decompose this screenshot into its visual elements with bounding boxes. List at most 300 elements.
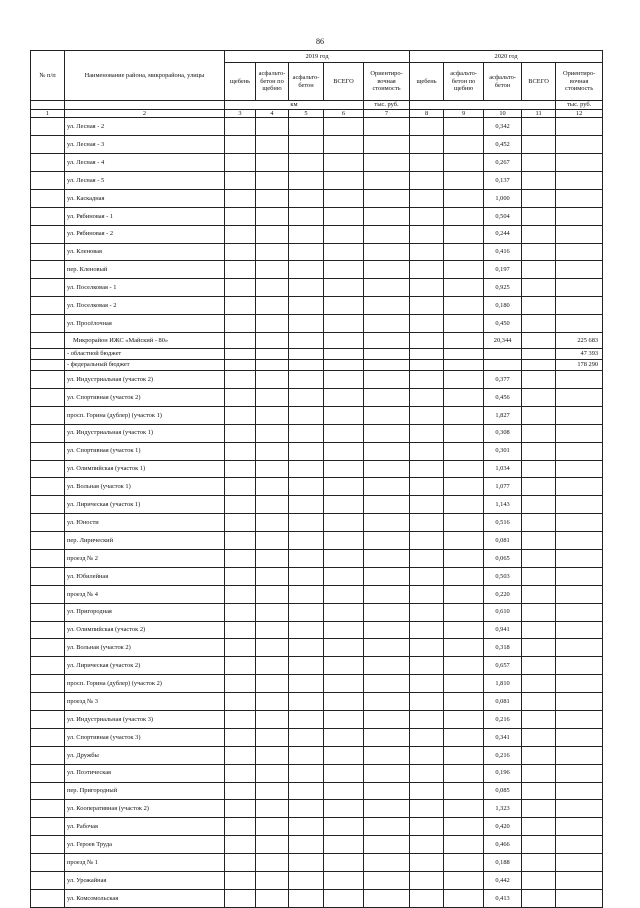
street-name: ул. Индустриальная (участок 3) <box>65 710 225 728</box>
empty-cell <box>256 154 289 172</box>
empty-cell <box>256 800 289 818</box>
street-name: ул. Индустриальная (участок 2) <box>65 371 225 389</box>
street-name: ул. Комсомольская <box>65 889 225 907</box>
table-row <box>31 567 603 585</box>
empty-cell <box>289 585 324 603</box>
asphalt-2020-km: 0,308 <box>484 424 522 442</box>
empty-cell <box>324 360 364 371</box>
asphalt-2020-km: 0,188 <box>484 854 522 872</box>
row-number-cell <box>31 189 65 207</box>
row-number-cell <box>31 675 65 693</box>
empty-cell <box>289 118 324 136</box>
empty-cell <box>444 567 484 585</box>
empty-cell <box>324 406 364 424</box>
asphalt-2020-km: 0,452 <box>484 136 522 154</box>
empty-cell <box>289 693 324 711</box>
empty-cell <box>225 693 256 711</box>
total-2020-km <box>522 693 556 711</box>
street-name: проезд № 4 <box>65 585 225 603</box>
empty-cell <box>289 225 324 243</box>
cost-2020 <box>556 315 603 333</box>
empty-cell <box>364 657 410 675</box>
empty-cell <box>256 764 289 782</box>
street-name: ул. Просёлочная <box>65 315 225 333</box>
street-name: ул. Поселковая - 1 <box>65 279 225 297</box>
empty-cell <box>225 424 256 442</box>
empty-cell <box>324 136 364 154</box>
street-name: ул. Спортивная (участок 2) <box>65 388 225 406</box>
empty-cell <box>522 349 556 360</box>
empty-cell <box>410 297 444 315</box>
empty-cell <box>289 532 324 550</box>
table-row <box>31 371 603 389</box>
total-2020-km <box>522 549 556 567</box>
unit-empty <box>65 101 225 110</box>
asphalt-2020-km: 0,925 <box>484 279 522 297</box>
empty-cell <box>324 836 364 854</box>
row-number-cell <box>31 818 65 836</box>
empty-cell <box>289 800 324 818</box>
row-number-cell <box>31 360 65 371</box>
empty-cell <box>410 693 444 711</box>
empty-cell <box>256 279 289 297</box>
empty-cell <box>522 333 556 349</box>
header-total-2019: ВСЕГО <box>324 63 364 101</box>
table-row <box>31 118 603 136</box>
cost-2020 <box>556 118 603 136</box>
header-asphalt-2020: асфальто-бетон <box>484 63 522 101</box>
table-row <box>31 154 603 172</box>
cost-2020 <box>556 207 603 225</box>
cost-2020 <box>556 225 603 243</box>
empty-cell <box>324 243 364 261</box>
cost-2020 <box>556 460 603 478</box>
table-row <box>31 657 603 675</box>
table-row <box>31 621 603 639</box>
empty-cell <box>364 118 410 136</box>
total-2020-km <box>522 585 556 603</box>
empty-cell <box>364 406 410 424</box>
empty-cell <box>324 460 364 478</box>
empty-cell <box>256 371 289 389</box>
empty-cell <box>410 136 444 154</box>
row-number-cell <box>31 406 65 424</box>
table-row <box>31 279 603 297</box>
empty-cell <box>364 710 410 728</box>
empty-cell <box>444 728 484 746</box>
empty-cell <box>444 349 484 360</box>
row-number-cell <box>31 315 65 333</box>
empty-cell <box>444 118 484 136</box>
total-2020-km <box>522 746 556 764</box>
row-number-cell <box>31 621 65 639</box>
row-number-cell <box>31 371 65 389</box>
empty-cell <box>256 836 289 854</box>
empty-cell <box>324 315 364 333</box>
empty-cell <box>364 315 410 333</box>
empty-cell <box>256 567 289 585</box>
asphalt-2020-km: 0,516 <box>484 514 522 532</box>
empty-cell <box>256 818 289 836</box>
empty-cell <box>444 279 484 297</box>
empty-cell <box>364 349 410 360</box>
total-2020-km <box>522 621 556 639</box>
empty-cell <box>444 818 484 836</box>
street-name: ул. Лесная - 5 <box>65 172 225 190</box>
table-row <box>31 764 603 782</box>
total-2020-km <box>522 496 556 514</box>
empty-cell <box>256 693 289 711</box>
street-name: ул. Лесная - 2 <box>65 118 225 136</box>
empty-cell <box>364 567 410 585</box>
empty-cell <box>256 297 289 315</box>
empty-cell <box>256 603 289 621</box>
empty-cell <box>289 360 324 371</box>
row-number-cell <box>31 514 65 532</box>
unit-empty <box>31 101 65 110</box>
empty-cell <box>324 871 364 889</box>
empty-cell <box>289 836 324 854</box>
regional-budget-row <box>31 349 603 360</box>
empty-cell <box>289 442 324 460</box>
street-name: проезд № 1 <box>65 854 225 872</box>
cost-2020 <box>556 603 603 621</box>
empty-cell <box>324 424 364 442</box>
street-name: ул. Героев Труда <box>65 836 225 854</box>
empty-cell <box>444 532 484 550</box>
asphalt-2020-km: 1,827 <box>484 406 522 424</box>
empty-cell <box>289 621 324 639</box>
empty-cell <box>256 639 289 657</box>
street-name: пер. Пригородный <box>65 782 225 800</box>
asphalt-2020-km: 0,442 <box>484 871 522 889</box>
empty-cell <box>324 710 364 728</box>
empty-cell <box>364 675 410 693</box>
table-row <box>31 496 603 514</box>
total-2020-km <box>522 532 556 550</box>
empty-cell <box>364 154 410 172</box>
empty-cell <box>364 532 410 550</box>
empty-cell <box>410 782 444 800</box>
total-2020-km <box>522 710 556 728</box>
table-row <box>31 854 603 872</box>
empty-cell <box>410 118 444 136</box>
empty-cell <box>289 603 324 621</box>
row-number-cell <box>31 349 65 360</box>
empty-cell <box>364 603 410 621</box>
empty-cell <box>289 406 324 424</box>
empty-cell <box>444 297 484 315</box>
empty-cell <box>364 621 410 639</box>
cost-2020 <box>556 442 603 460</box>
empty-cell <box>289 189 324 207</box>
empty-cell <box>225 118 256 136</box>
empty-cell <box>364 225 410 243</box>
empty-cell <box>256 621 289 639</box>
cost-2020 <box>556 172 603 190</box>
cost-2020 <box>556 800 603 818</box>
column-index: 4 <box>256 110 289 118</box>
empty-cell <box>225 442 256 460</box>
empty-cell <box>444 360 484 371</box>
total-2020-km <box>522 118 556 136</box>
empty-cell <box>444 746 484 764</box>
federal-budget-row-cost: 178 290 <box>556 360 603 371</box>
street-name: ул. Кооперативная (участок 2) <box>65 800 225 818</box>
row-number-cell <box>31 657 65 675</box>
empty-cell <box>364 297 410 315</box>
empty-cell <box>225 854 256 872</box>
empty-cell <box>256 746 289 764</box>
row-number-cell <box>31 225 65 243</box>
unit-empty <box>410 101 556 110</box>
header-asphalt-on-stone-2020: асфальто-бетон по щебню <box>444 63 484 101</box>
empty-cell <box>364 514 410 532</box>
empty-cell <box>444 693 484 711</box>
asphalt-2020-km: 0,137 <box>484 172 522 190</box>
total-2020-km <box>522 225 556 243</box>
asphalt-2020-km: 0,065 <box>484 549 522 567</box>
empty-cell <box>410 154 444 172</box>
empty-cell <box>364 424 410 442</box>
street-name: проезд № 3 <box>65 693 225 711</box>
row-number-cell <box>31 639 65 657</box>
empty-cell <box>256 478 289 496</box>
street-name: ул. Рябиновая - 2 <box>65 225 225 243</box>
empty-cell <box>256 460 289 478</box>
asphalt-2020-km: 0,220 <box>484 585 522 603</box>
asphalt-2020-km: 0,503 <box>484 567 522 585</box>
total-2020-km <box>522 514 556 532</box>
empty-cell <box>289 871 324 889</box>
empty-cell <box>410 764 444 782</box>
empty-cell <box>410 349 444 360</box>
empty-cell <box>256 261 289 279</box>
asphalt-2020-km: 1,323 <box>484 800 522 818</box>
cost-2020 <box>556 836 603 854</box>
row-number-cell <box>31 567 65 585</box>
empty-cell <box>324 333 364 349</box>
street-name: ул. Урожайная <box>65 871 225 889</box>
header-cost-2020: Ориентиро-вочная стоимость <box>556 63 603 101</box>
empty-cell <box>444 514 484 532</box>
empty-cell <box>256 388 289 406</box>
empty-cell <box>364 371 410 389</box>
total-2020-km <box>522 800 556 818</box>
cost-2020 <box>556 297 603 315</box>
asphalt-2020-km: 0,318 <box>484 639 522 657</box>
empty-cell <box>444 639 484 657</box>
empty-cell <box>289 424 324 442</box>
empty-cell <box>410 854 444 872</box>
regional-budget-row-cost: 47 393 <box>556 349 603 360</box>
total-2020-km <box>522 782 556 800</box>
empty-cell <box>289 514 324 532</box>
header-cost-2019: Ориентиро-вочная стоимость <box>364 63 410 101</box>
empty-cell <box>324 189 364 207</box>
empty-cell <box>256 225 289 243</box>
empty-cell <box>256 315 289 333</box>
empty-cell <box>289 549 324 567</box>
empty-cell <box>410 406 444 424</box>
header-crushed-stone-2019: щебень <box>225 63 256 101</box>
empty-cell <box>289 315 324 333</box>
table-row <box>31 818 603 836</box>
empty-cell <box>225 603 256 621</box>
empty-cell <box>444 710 484 728</box>
empty-cell <box>444 621 484 639</box>
empty-cell <box>225 189 256 207</box>
asphalt-2020-km: 1,077 <box>484 478 522 496</box>
table-row <box>31 136 603 154</box>
empty-cell <box>256 854 289 872</box>
empty-cell <box>225 207 256 225</box>
empty-cell <box>410 478 444 496</box>
table-row <box>31 693 603 711</box>
row-number-cell <box>31 782 65 800</box>
empty-cell <box>324 261 364 279</box>
empty-cell <box>225 585 256 603</box>
street-name: ул. Спортивная (участок 3) <box>65 728 225 746</box>
cost-2020 <box>556 478 603 496</box>
empty-cell <box>324 207 364 225</box>
cost-2020 <box>556 189 603 207</box>
header-crushed-stone-2020: щебень <box>410 63 444 101</box>
empty-cell <box>444 764 484 782</box>
cost-2020 <box>556 567 603 585</box>
row-number-cell <box>31 603 65 621</box>
empty-cell <box>225 836 256 854</box>
empty-cell <box>324 585 364 603</box>
table-row <box>31 315 603 333</box>
column-index: 8 <box>410 110 444 118</box>
empty-cell <box>225 549 256 567</box>
empty-cell <box>289 460 324 478</box>
empty-cell <box>410 532 444 550</box>
empty-cell <box>444 406 484 424</box>
table-row <box>31 388 603 406</box>
empty-cell <box>256 243 289 261</box>
total-2020-km <box>522 836 556 854</box>
cost-2020 <box>556 388 603 406</box>
row-number-cell <box>31 764 65 782</box>
row-number-cell <box>31 871 65 889</box>
table-row <box>31 836 603 854</box>
street-name: ул. Лесная - 3 <box>65 136 225 154</box>
row-number-cell <box>31 585 65 603</box>
empty-cell <box>364 639 410 657</box>
empty-cell <box>324 172 364 190</box>
empty-cell <box>410 514 444 532</box>
unit-rub-2019: тыс. руб. <box>364 101 410 110</box>
federal-budget-row <box>31 360 603 371</box>
table-row <box>31 207 603 225</box>
empty-cell <box>324 675 364 693</box>
row-number-cell <box>31 172 65 190</box>
empty-cell <box>225 639 256 657</box>
asphalt-2020-km: 0,342 <box>484 118 522 136</box>
empty-cell <box>225 172 256 190</box>
street-name: проезд № 2 <box>65 549 225 567</box>
row-number-cell <box>31 728 65 746</box>
total-2020-km <box>522 388 556 406</box>
asphalt-2020-km: 1,000 <box>484 189 522 207</box>
empty-cell <box>444 478 484 496</box>
total-2020-km <box>522 261 556 279</box>
empty-cell <box>324 496 364 514</box>
cost-2020 <box>556 514 603 532</box>
row-number-cell <box>31 136 65 154</box>
empty-cell <box>410 675 444 693</box>
empty-cell <box>410 261 444 279</box>
table-row <box>31 442 603 460</box>
empty-cell <box>225 371 256 389</box>
row-number-cell <box>31 478 65 496</box>
empty-cell <box>225 333 256 349</box>
column-index: 2 <box>65 110 225 118</box>
total-2020-km <box>522 189 556 207</box>
cost-2020 <box>556 710 603 728</box>
cost-2020 <box>556 154 603 172</box>
table-row <box>31 639 603 657</box>
row-number-cell <box>31 154 65 172</box>
cost-2020 <box>556 675 603 693</box>
empty-cell <box>256 496 289 514</box>
empty-cell <box>444 585 484 603</box>
empty-cell <box>225 460 256 478</box>
column-index: 11 <box>522 110 556 118</box>
empty-cell <box>410 243 444 261</box>
street-name: ул. Спортивная (участок 1) <box>65 442 225 460</box>
street-name: ул. Вольная (участок 1) <box>65 478 225 496</box>
regional-budget-row-label: - областной бюджет <box>65 349 225 360</box>
empty-cell <box>522 360 556 371</box>
total-2020-km <box>522 243 556 261</box>
header-number: № п/п <box>31 51 65 101</box>
empty-cell <box>289 333 324 349</box>
total-2020-km <box>522 406 556 424</box>
empty-cell <box>225 315 256 333</box>
table-row <box>31 549 603 567</box>
asphalt-2020-km: 0,941 <box>484 621 522 639</box>
total-2020-km <box>522 871 556 889</box>
column-index: 9 <box>444 110 484 118</box>
empty-cell <box>324 746 364 764</box>
table-row <box>31 532 603 550</box>
table-row <box>31 800 603 818</box>
empty-cell <box>256 782 289 800</box>
empty-cell <box>256 657 289 675</box>
empty-cell <box>256 172 289 190</box>
microdistrict-asphalt-2020: 20,344 <box>484 333 522 349</box>
empty-cell <box>324 639 364 657</box>
table-row <box>31 261 603 279</box>
microdistrict-total-row <box>31 333 603 349</box>
asphalt-2020-km: 0,180 <box>484 297 522 315</box>
empty-cell <box>410 207 444 225</box>
empty-cell <box>324 782 364 800</box>
empty-cell <box>256 728 289 746</box>
empty-cell <box>289 639 324 657</box>
cost-2020 <box>556 764 603 782</box>
cost-2020 <box>556 424 603 442</box>
empty-cell <box>444 136 484 154</box>
empty-cell <box>444 261 484 279</box>
cost-2020 <box>556 279 603 297</box>
empty-cell <box>410 460 444 478</box>
empty-cell <box>289 154 324 172</box>
empty-cell <box>256 871 289 889</box>
